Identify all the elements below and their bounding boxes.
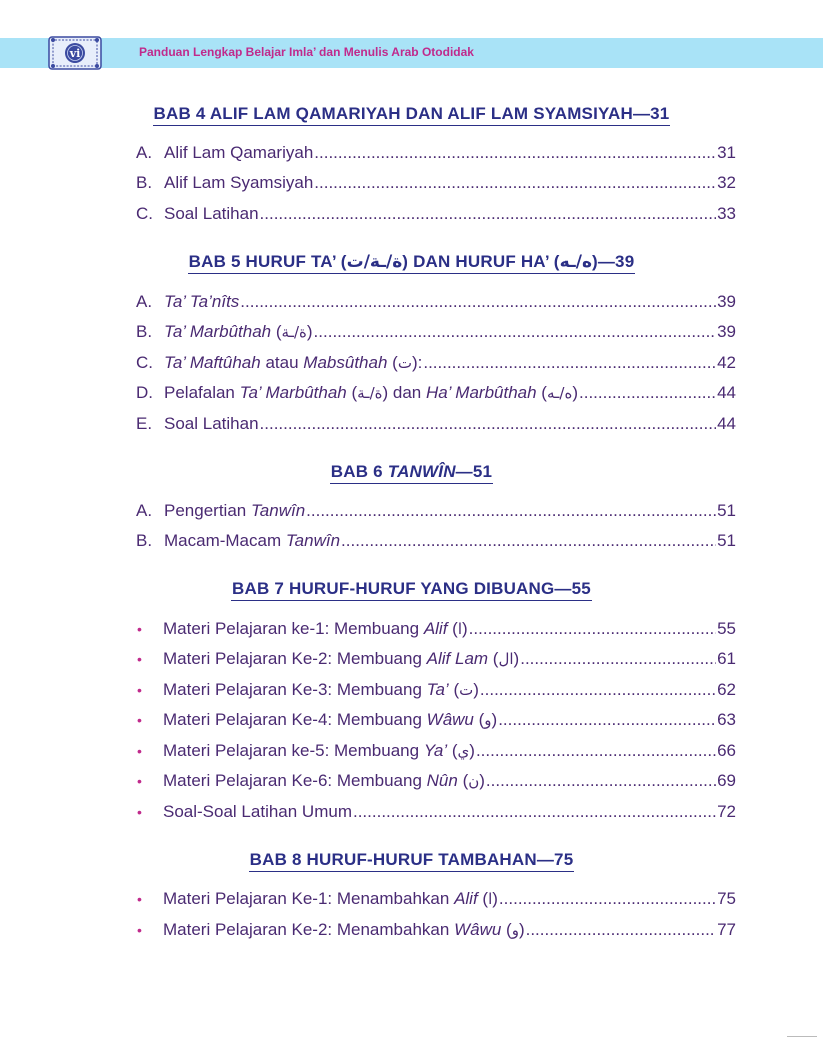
entry-title-italic: Alif bbox=[454, 889, 478, 908]
entry-arabic: ال bbox=[498, 650, 514, 668]
entry-title-italic: Ya’ bbox=[423, 741, 448, 760]
entry-title: Alif Lam Qamariyah bbox=[164, 143, 314, 162]
toc-entry[interactable] bbox=[136, 143, 736, 167]
chapter-title bbox=[330, 462, 493, 484]
toc-entry[interactable] bbox=[136, 501, 736, 525]
entry-marker: B. bbox=[136, 322, 153, 341]
leader-dots bbox=[526, 920, 716, 940]
chapter-heading-bab-6 bbox=[0, 462, 823, 484]
leader-dots bbox=[480, 680, 716, 700]
entry-page: 63 bbox=[717, 710, 736, 729]
entry-page: 61 bbox=[717, 649, 736, 668]
leader-dots bbox=[476, 741, 716, 761]
entry-title bbox=[164, 292, 239, 312]
entry-page: 72 bbox=[717, 802, 736, 821]
entry-title: Ta’ Marbûthah (ة/ـة) bbox=[164, 322, 313, 341]
toc-entry[interactable] bbox=[136, 383, 736, 407]
toc-entry[interactable] bbox=[136, 322, 736, 346]
entry-title: Soal Latihan bbox=[164, 414, 259, 433]
chapter-heading-bab-4 bbox=[0, 104, 823, 126]
heading-part: ) DAN HURUF HA’ ( bbox=[402, 252, 560, 271]
bullet-icon: • bbox=[137, 922, 142, 938]
entry-title-italic: Nûn bbox=[426, 771, 458, 790]
entry-title-italic: Ta’ Ta’nîts bbox=[164, 292, 240, 311]
entry-title-italic: Ta’ Maftûhah bbox=[164, 353, 261, 372]
entry-marker: A. bbox=[136, 143, 153, 162]
entry-title bbox=[164, 531, 340, 551]
entry-arabic: ا bbox=[457, 620, 462, 638]
entry-page: 33 bbox=[717, 204, 736, 223]
leader-dots bbox=[486, 771, 716, 791]
entry-marker: A. bbox=[136, 501, 153, 520]
entry-title-italic: Ta’ bbox=[426, 680, 449, 699]
entry-title-italic: Alif bbox=[423, 619, 448, 638]
entry-arabic: ت bbox=[397, 354, 412, 372]
entry-arabic: ة/ـة bbox=[281, 323, 307, 341]
toc-entry[interactable] bbox=[136, 680, 736, 704]
entry-title: Materi Pelajaran ke-5: Membuang Ya’ (ي) bbox=[163, 741, 475, 760]
bullet-icon: • bbox=[137, 804, 142, 820]
heading-part: BAB 5 HURUF TA’ ( bbox=[188, 252, 347, 271]
entry-title: Soal-Soal Latihan Umum bbox=[163, 802, 352, 821]
leader-dots bbox=[353, 802, 716, 822]
entry-arabic: و bbox=[484, 711, 492, 729]
entry-title: Soal Latihan bbox=[164, 204, 259, 223]
entry-title-text: atau bbox=[265, 353, 299, 372]
chapter-title bbox=[188, 252, 636, 274]
entry-title: Materi Pelajaran Ke-2: Menambahkan Wâwu (و) bbox=[163, 920, 525, 939]
entry-title-text: Materi Pelajaran Ke-3: Membuang bbox=[163, 680, 422, 699]
entry-arabic: ي bbox=[457, 742, 470, 760]
entry-page: 42 bbox=[717, 353, 736, 372]
ornamental-frame-icon bbox=[47, 35, 103, 71]
entry-title-text: Macam-Macam bbox=[164, 531, 282, 550]
toc-entry[interactable] bbox=[136, 414, 736, 438]
entry-arabic: ن bbox=[468, 772, 480, 790]
toc-entry[interactable] bbox=[136, 619, 736, 643]
leader-dots bbox=[579, 383, 716, 403]
entry-marker: C. bbox=[136, 353, 153, 372]
entry-title-italic: Ha’ Marbûthah bbox=[426, 383, 537, 402]
entry-page: 51 bbox=[717, 501, 736, 520]
toc-entry[interactable] bbox=[136, 531, 736, 555]
entry-marker: A. bbox=[136, 292, 153, 311]
entry-title: Materi Pelajaran Ke-2: Membuang Alif Lam (ال) bbox=[163, 649, 520, 668]
entry-title-italic: Tanwîn bbox=[250, 501, 306, 520]
toc-entry[interactable] bbox=[136, 802, 736, 826]
page-number: vi bbox=[69, 46, 81, 60]
entry-title: Materi Pelajaran ke-1: Membuang Alif (ا) bbox=[163, 619, 468, 638]
entry-arabic: ه/ـه bbox=[546, 384, 573, 402]
entry-page: 75 bbox=[717, 889, 736, 908]
entry-title bbox=[164, 501, 305, 521]
leader-dots bbox=[306, 501, 716, 521]
entry-page: 44 bbox=[717, 383, 736, 402]
leader-dots bbox=[314, 173, 716, 193]
bullet-icon: • bbox=[137, 891, 142, 907]
entry-page: 66 bbox=[717, 741, 736, 760]
toc-entry[interactable] bbox=[136, 710, 736, 734]
toc-entry[interactable] bbox=[136, 741, 736, 765]
entry-title: Alif Lam Syamsiyah bbox=[164, 173, 314, 192]
entry-page: 39 bbox=[717, 322, 736, 341]
entry-arabic: و bbox=[511, 921, 519, 939]
entry-title-italic: Wâwu bbox=[426, 710, 474, 729]
entry-arabic: ت bbox=[459, 681, 474, 699]
heading-arabic: ه/ـه bbox=[559, 252, 592, 272]
entry-title-text: : bbox=[417, 353, 423, 372]
toc-entry[interactable] bbox=[136, 353, 736, 377]
entry-title-text: Materi Pelajaran Ke-2: Menambahkan bbox=[163, 920, 450, 939]
leader-dots bbox=[260, 414, 717, 434]
leader-dots bbox=[260, 204, 717, 224]
heading-part: BAB 6 bbox=[330, 462, 383, 481]
bullet-icon: • bbox=[137, 682, 142, 698]
entry-title-text: Materi Pelajaran Ke-1: Menambahkan bbox=[163, 889, 450, 908]
bullet-icon: • bbox=[137, 773, 142, 789]
toc-entry[interactable] bbox=[136, 889, 736, 913]
entry-page: 32 bbox=[717, 173, 736, 192]
toc-entry[interactable] bbox=[136, 292, 736, 316]
heading-italic: TANWÎN bbox=[387, 462, 456, 481]
heading-arabic: ة/ـة/ت bbox=[346, 252, 403, 272]
chapter-title: BAB 4 ALIF LAM QAMARIYAH DAN ALIF LAM SYAMSIYAH—31 bbox=[153, 104, 671, 126]
entry-title: Materi Pelajaran Ke-1: Menambahkan Alif (ا) bbox=[163, 889, 498, 908]
entry-marker: B. bbox=[136, 173, 153, 192]
bullet-icon: • bbox=[137, 621, 142, 637]
leader-dots bbox=[341, 531, 716, 551]
toc-entry[interactable] bbox=[136, 204, 736, 228]
entry-title: Ta’ Maftûhah atau Mabsûthah (ت): bbox=[164, 353, 423, 372]
entry-arabic: ة/ـة bbox=[357, 384, 383, 402]
entry-title-text: Materi Pelajaran ke-1: Membuang bbox=[163, 619, 420, 638]
running-title: Panduan Lengkap Belajar Imla’ dan Menulis Arab Otodidak bbox=[139, 45, 474, 59]
entry-title-text: Pelafalan bbox=[164, 383, 235, 402]
bullet-icon: • bbox=[137, 712, 142, 728]
heading-part: —51 bbox=[455, 462, 493, 481]
chapter-heading-bab-7 bbox=[0, 579, 823, 601]
entry-page: 62 bbox=[717, 680, 736, 699]
toc-entry[interactable] bbox=[136, 649, 736, 673]
toc-entry[interactable] bbox=[136, 920, 736, 944]
chapter-heading-bab-5 bbox=[0, 252, 823, 274]
entry-page: 77 bbox=[717, 920, 736, 939]
entry-title-italic: Ta’ Marbûthah bbox=[164, 322, 272, 341]
entry-page: 39 bbox=[717, 292, 736, 311]
leader-dots bbox=[469, 619, 716, 639]
entry-title-text: Materi Pelajaran Ke-2: Membuang bbox=[163, 649, 422, 668]
entry-arabic: ا bbox=[488, 890, 493, 908]
entry-title: Materi Pelajaran Ke-4: Membuang Wâwu (و) bbox=[163, 710, 498, 729]
bullet-icon: • bbox=[137, 743, 142, 759]
entry-title-italic: Alif Lam bbox=[426, 649, 489, 668]
entry-page: 51 bbox=[717, 531, 736, 550]
entry-title: Materi Pelajaran Ke-3: Membuang Ta’ (ت) bbox=[163, 680, 479, 699]
entry-title: Pelafalan Ta’ Marbûthah (ة/ـة) dan Ha’ Marbûthah (ه/ـه) bbox=[164, 383, 578, 402]
entry-title: Materi Pelajaran Ke-6: Membuang Nûn (ن) bbox=[163, 771, 485, 790]
leader-dots bbox=[520, 649, 716, 669]
chapter-title: BAB 7 HURUF-HURUF YANG DIBUANG—55 bbox=[231, 579, 592, 601]
entry-title-text: Materi Pelajaran Ke-4: Membuang bbox=[163, 710, 422, 729]
entry-page: 69 bbox=[717, 771, 736, 790]
chapter-heading-bab-8 bbox=[0, 850, 823, 872]
toc-entry[interactable] bbox=[136, 771, 736, 795]
entry-page: 55 bbox=[717, 619, 736, 638]
entry-title-italic: Mabsûthah bbox=[303, 353, 388, 372]
leader-dots bbox=[314, 322, 717, 342]
entry-title-text: Materi Pelajaran Ke-6: Membuang bbox=[163, 771, 422, 790]
chapter-title: BAB 8 HURUF-HURUF TAMBAHAN—75 bbox=[249, 850, 575, 872]
entry-page: 44 bbox=[717, 414, 736, 433]
entry-title-text: dan bbox=[392, 383, 422, 402]
entry-title-text: Materi Pelajaran ke-5: Membuang bbox=[163, 741, 420, 760]
entry-marker: B. bbox=[136, 531, 153, 550]
entry-marker: D. bbox=[136, 383, 153, 402]
leader-dots bbox=[499, 889, 716, 909]
entry-page: 31 bbox=[717, 143, 736, 162]
leader-dots bbox=[423, 353, 716, 373]
entry-marker: E. bbox=[136, 414, 153, 433]
toc-entry[interactable] bbox=[136, 173, 736, 197]
leader-dots bbox=[314, 143, 716, 163]
entry-marker: C. bbox=[136, 204, 153, 223]
heading-part: )—39 bbox=[592, 252, 635, 271]
entry-title-italic: Tanwîn bbox=[285, 531, 341, 550]
leader-dots bbox=[240, 292, 716, 312]
leader-dots bbox=[498, 710, 716, 730]
entry-title-italic: Ta’ Marbûthah bbox=[239, 383, 347, 402]
bullet-icon: • bbox=[137, 651, 142, 667]
entry-title-italic: Wâwu bbox=[454, 920, 502, 939]
footer-rule bbox=[787, 1036, 817, 1037]
entry-title-text: Pengertian bbox=[164, 501, 247, 520]
